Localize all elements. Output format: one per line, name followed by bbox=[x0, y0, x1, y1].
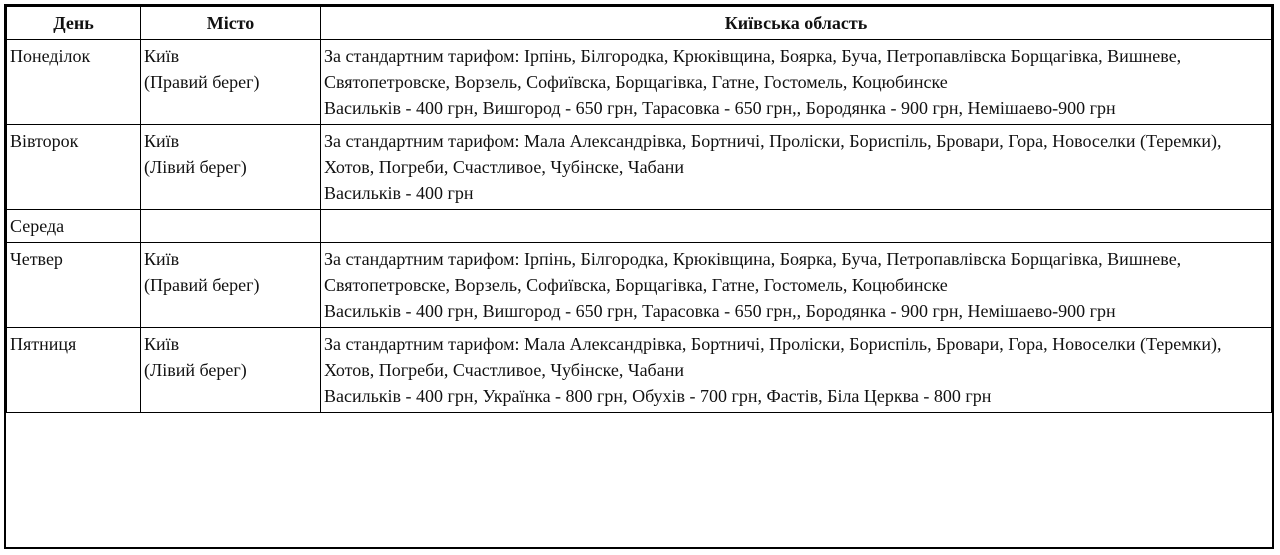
day-cell: Вівторок bbox=[7, 125, 141, 210]
day-cell: Четвер bbox=[7, 243, 141, 328]
city-name: Київ bbox=[144, 131, 180, 151]
region-cell bbox=[321, 328, 1272, 413]
standard-tariff-text: За стандартним тарифом: Ірпінь, Білгородка, Крюківщина, Боярка, Буча, Петропавлівска Борщагівка, Вишневе, Святопетровске, Ворзель, Софиївска, Борщагівка, Гатне, Гостомель, Коцюбинске bbox=[324, 46, 1182, 92]
priced-towns-text: Васильків - 400 грн bbox=[324, 183, 474, 203]
city-name: Київ bbox=[144, 249, 180, 269]
day-cell: Пятниця bbox=[7, 328, 141, 413]
city-name: Київ bbox=[144, 46, 180, 66]
city-cell bbox=[141, 328, 321, 413]
table-row bbox=[7, 125, 1272, 210]
region-cell bbox=[321, 210, 1272, 243]
header-region: Київська область bbox=[321, 7, 1272, 40]
region-cell bbox=[321, 243, 1272, 328]
city-cell bbox=[141, 210, 321, 243]
city-bank: (Лівий берег) bbox=[144, 157, 247, 177]
delivery-schedule-table bbox=[4, 4, 1274, 549]
standard-tariff-text: За стандартним тарифом: Мала Александрівка, Бортничі, Проліски, Бориспіль, Бровари, Гора, Новоселки (Теремки), Хотов, Погреби, Счастливое, Чубінске, Чабани bbox=[324, 334, 1222, 380]
header-day: День bbox=[7, 7, 141, 40]
standard-tariff-text: За стандартним тарифом: Ірпінь, Білгородка, Крюківщина, Боярка, Буча, Петропавлівска Борщагівка, Вишневе, Святопетровске, Ворзель, Софиївска, Борщагівка, Гатне, Гостомель, Коцюбинске bbox=[324, 249, 1182, 295]
header-city: Місто bbox=[141, 7, 321, 40]
day-cell: Понеділок bbox=[7, 40, 141, 125]
table-row bbox=[7, 328, 1272, 413]
standard-tariff-text: За стандартним тарифом: Мала Александрівка, Бортничі, Проліски, Бориспіль, Бровари, Гора, Новоселки (Теремки), Хотов, Погреби, Счастливое, Чубінске, Чабани bbox=[324, 131, 1222, 177]
table-body bbox=[7, 40, 1272, 413]
city-name: Київ bbox=[144, 334, 180, 354]
city-cell bbox=[141, 125, 321, 210]
region-cell bbox=[321, 125, 1272, 210]
table-row bbox=[7, 40, 1272, 125]
schedule-grid bbox=[6, 6, 1272, 413]
priced-towns-text: Васильків - 400 грн, Вишгород - 650 грн, Тарасовка - 650 грн,, Бородянка - 900 грн, Немішаево-900 грн bbox=[324, 301, 1116, 321]
priced-towns-text: Васильків - 400 грн, Українка - 800 грн, Обухів - 700 грн, Фастів, Біла Церква - 800 грн bbox=[324, 386, 992, 406]
header-row bbox=[7, 7, 1272, 40]
city-bank: (Лівий берег) bbox=[144, 360, 247, 380]
table-row bbox=[7, 243, 1272, 328]
table-row bbox=[7, 210, 1272, 243]
priced-towns-text: Васильків - 400 грн, Вишгород - 650 грн, Тарасовка - 650 грн,, Бородянка - 900 грн, Немішаево-900 грн bbox=[324, 98, 1116, 118]
day-cell: Середа bbox=[7, 210, 141, 243]
city-cell bbox=[141, 40, 321, 125]
city-bank: (Правий берег) bbox=[144, 275, 260, 295]
region-cell bbox=[321, 40, 1272, 125]
city-bank: (Правий берег) bbox=[144, 72, 260, 92]
city-cell bbox=[141, 243, 321, 328]
